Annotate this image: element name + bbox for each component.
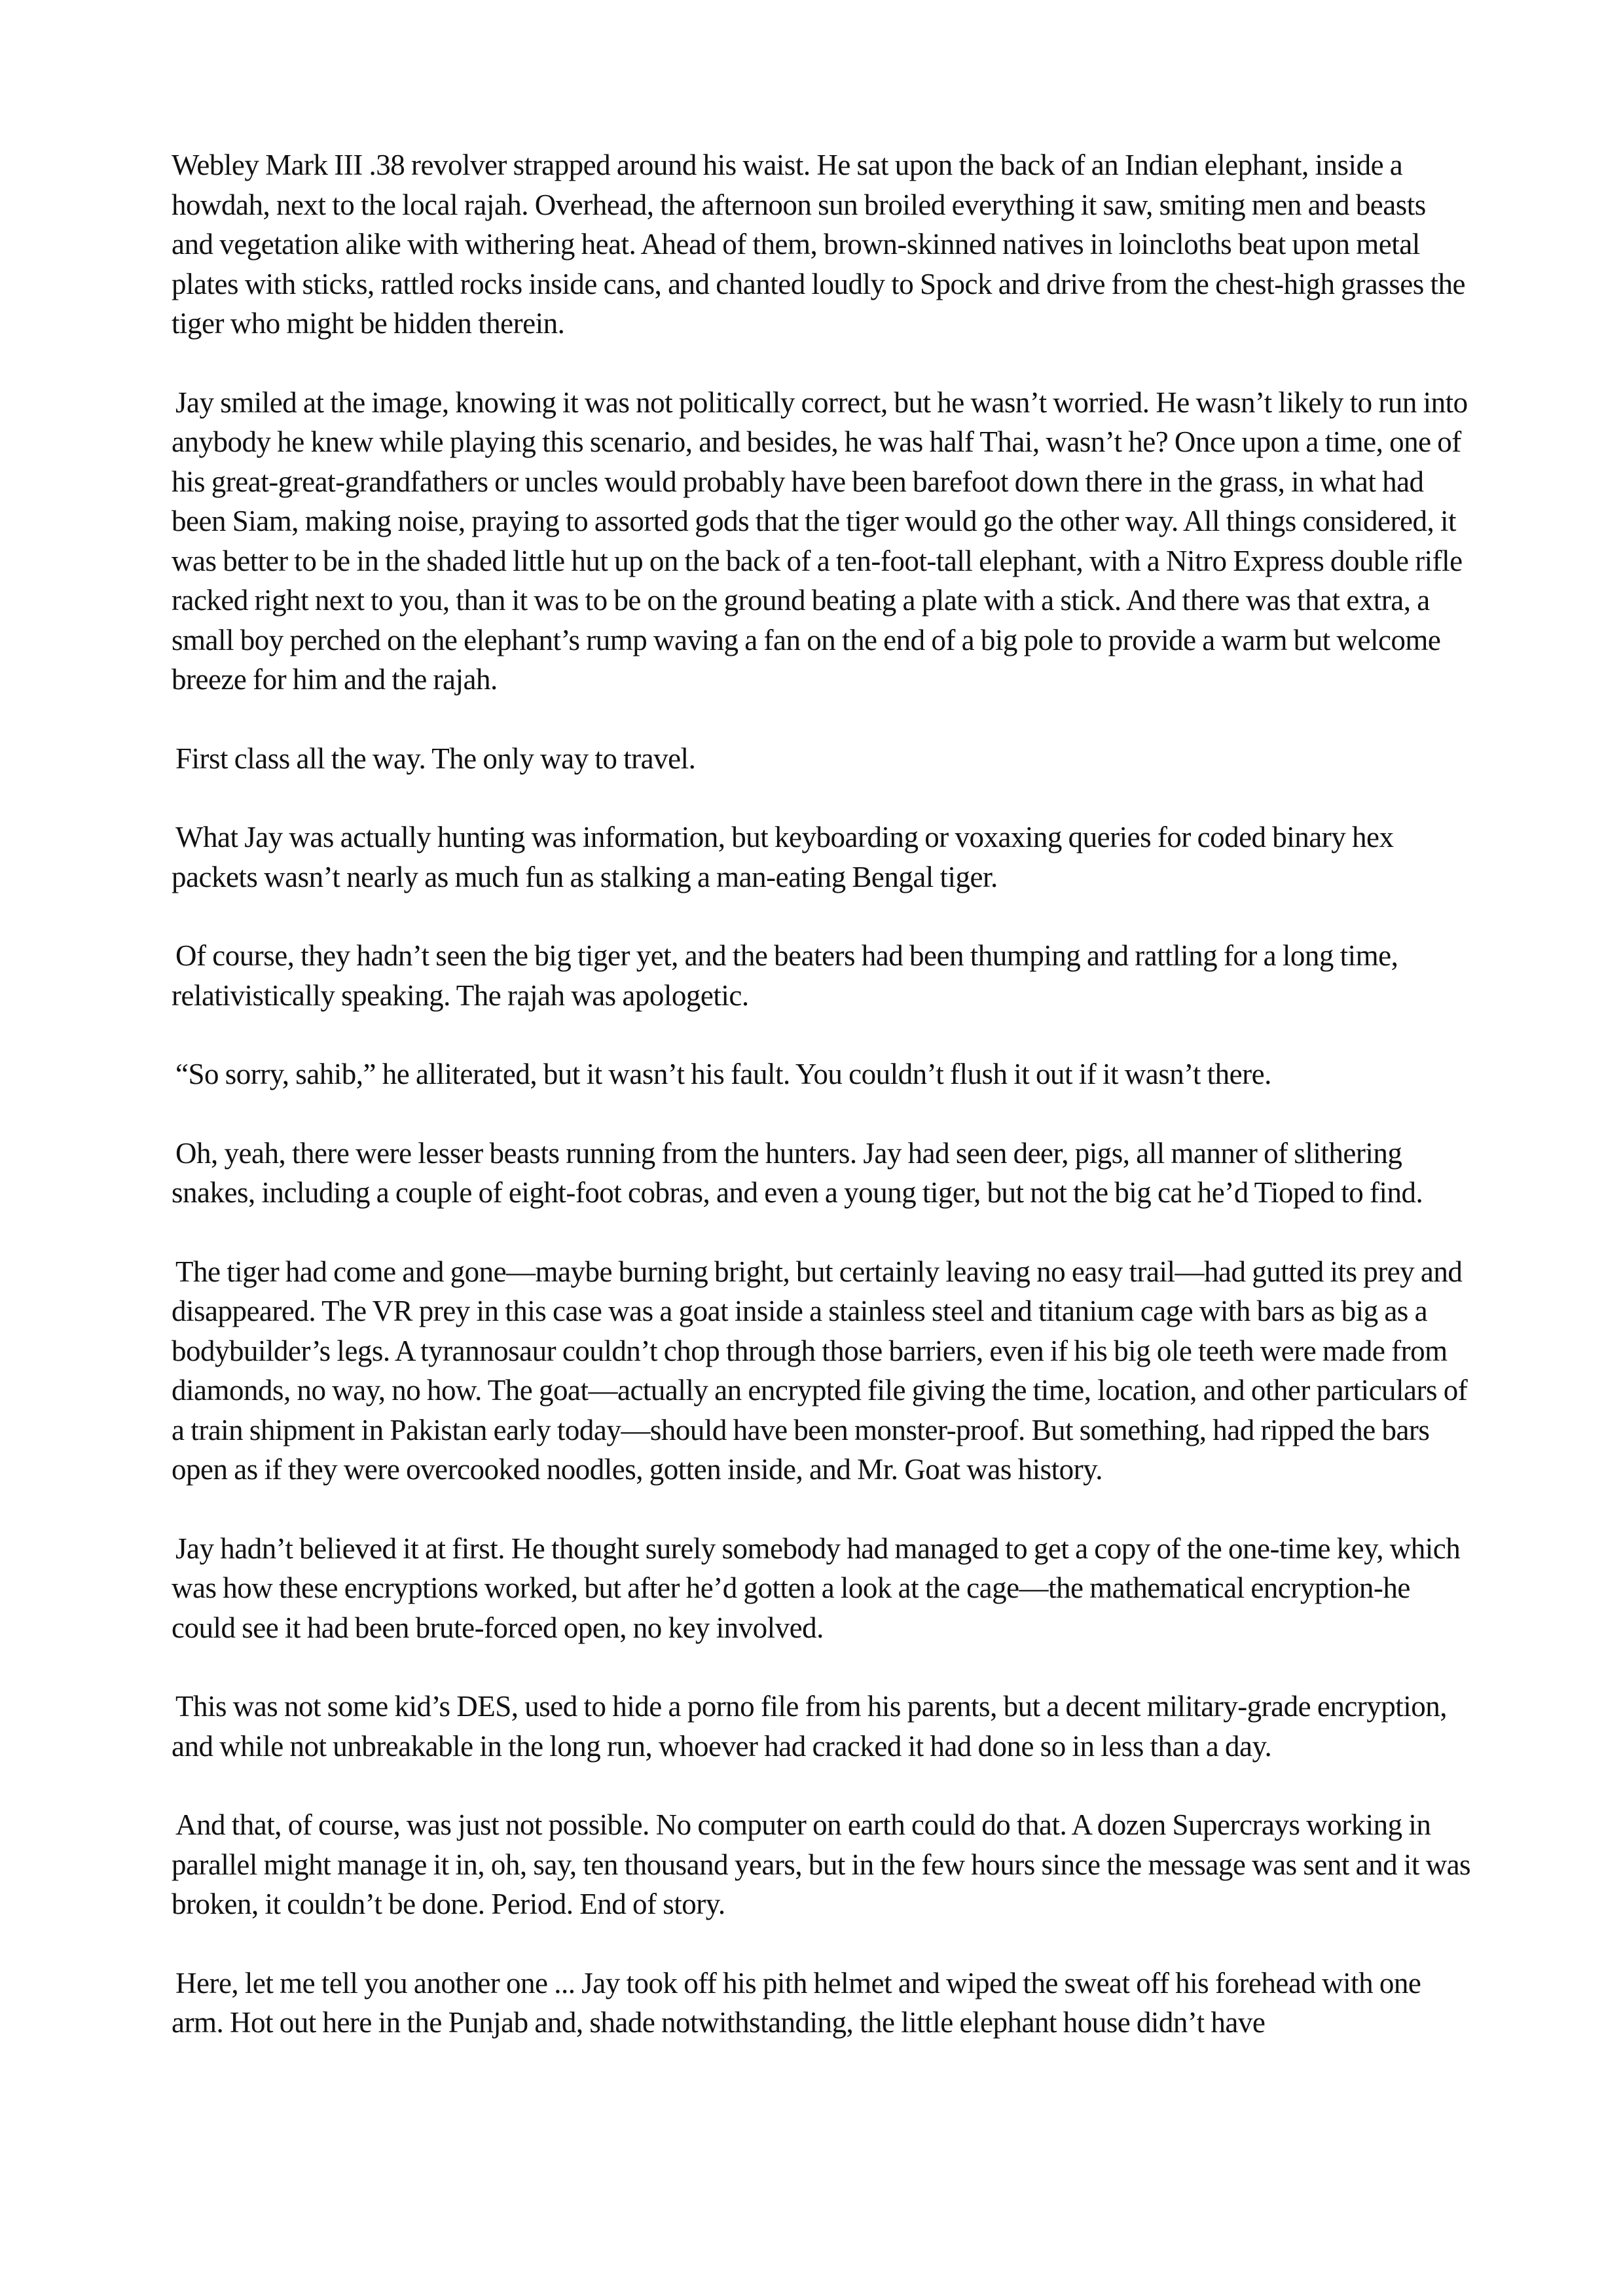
paragraph-2: Jay smiled at the image, knowing it was not politically correct, but he wasn’t worried. He wasn’t likely to run into anybody he knew while playing this scenario, and besides, he was half Thai, wasn’t he? Once upon a time, one of his great-great-grandfathers or uncles would probably have been barefoot down there in the grass, in what had been Siam, making noise, praying to assorted gods that the tiger would go the other way. All things considered, it was better to be in the shaded little hut up on the back of a ten-foot-tall elephant, with a Nitro Express double rifle racked right next to you, than it was to be on the ground beating a plate with a stick. And there was that extra, a small boy perched on the elephant’s rump waving a fan on the end of a big pole to provide a warm but welcome breeze for him and the rajah.: [172, 386, 1468, 696]
paragraph-12: Here, let me tell you another one ... Jay took off his pith helmet and wiped the sweat off his forehead with one arm. Hot out here in the Punjab and, shade notwithstanding, the little elephant house didn’t have: [172, 1966, 1421, 2039]
paragraph-10: This was not some kid’s DES, used to hide a porno file from his parents, but a decent military-grade encryption, and while not unbreakable in the long run, whoever had cracked it had done so in less than a day.: [172, 1690, 1448, 1763]
paragraph-4: What Jay was actually hunting was information, but keyboarding or voxaxing queries for coded binary hex packets wasn’t nearly as much fun as stalking a man-eating Bengal tiger.: [172, 821, 1394, 893]
body-text: [172, 145, 1471, 2082]
paragraph-7: Oh, yeah, there were lesser beasts running from the hunters. Jay had seen deer, pigs, all manner of slithering snakes, including a couple of eight-foot cobras, and even a young tiger, but not the big cat he’d Tioped to find.: [172, 1136, 1423, 1209]
paragraph-6: “So sorry, sahib,” he alliterated, but it wasn’t his fault. You couldn’t flush it out if it wasn’t there.: [175, 1058, 1271, 1090]
paragraph-1: Webley Mark III .38 revolver strapped around his waist. He sat upon the back of an Indian elephant, inside a howdah, next to the local rajah. Overhead, the afternoon sun broiled everything it saw, smiting men and beasts and vegetation alike with withering heat. Ahead of them, brown-skinned natives in loincloths beat upon metal plates with sticks, rattled rocks inside cans, and chanted loudly to Spock and drive from the chest-high grasses the tiger who might be hidden therein.: [172, 149, 1466, 340]
paragraph-8: The tiger had come and gone—maybe burning bright, but certainly leaving no easy trail—had gutted its prey and disappeared. The VR prey in this case was a goat inside a stainless steel and titanium cage with bars as big as a bodybuilder’s legs. A tyrannosaur couldn’t chop through those barriers, even if his big ole teeth were made from diamonds, no way, no how. The goat—actually an encrypted file giving the time, location, and other particulars of a train shipment in Pakistan early today—should have been monster-proof. But something, had ripped the bars open as if they were overcooked noodles, gotten inside, and Mr. Goat was history.: [172, 1255, 1468, 1486]
paragraph-5: Of course, they hadn’t seen the big tiger yet, and the beaters had been thumping and rattling for a long time, relativistically speaking. The rajah was apologetic.: [172, 939, 1398, 1012]
paragraph-11: And that, of course, was just not possible. No computer on earth could do that. A dozen Supercrays working in parallel might manage it in, oh, say, ten thousand years, but in the few hours since the message was sent and it was broken, it couldn’t be done. Period. End of story.: [172, 1808, 1471, 1920]
paragraph-3: First class all the way. The only way to travel.: [175, 742, 696, 775]
paragraph-9: Jay hadn’t believed it at first. He thought surely somebody had managed to get a copy of the one-time key, which was how these encryptions worked, but after he’d gotten a look at the cage—the mathematical encryption-he could see it had been brute-forced open, no key involved.: [172, 1532, 1461, 1644]
